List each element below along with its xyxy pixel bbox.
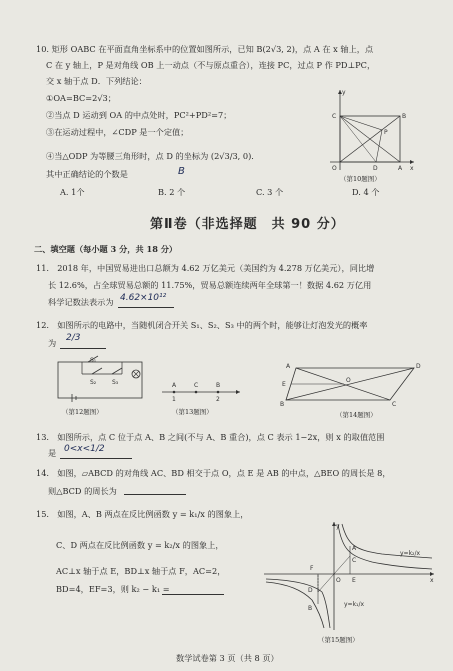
q14-vertex-d: D (416, 363, 421, 370)
q10-figure (318, 84, 418, 172)
q10-statement-2: ②当点 D 运动到 OA 的中点处时，PC²+PD²=7； (46, 110, 232, 120)
q10-statement-4: ④当△ODP 为等腰三角形时，点 D 的坐标为 (2√3/3, 0)． (46, 151, 260, 161)
q13-answer-line (60, 458, 132, 459)
q15-fig-label-a: A (352, 545, 357, 552)
q10-option-c: C. 3 个 (256, 187, 284, 197)
q15-fig-label-y: y (336, 523, 340, 530)
q12-switch-s2: S₂ (90, 379, 97, 386)
q15-line4: BD=4，EF=3，则 k₂ − k₁ = (56, 584, 170, 594)
q11-handwritten-answer: 4.62×10¹² (120, 293, 167, 303)
q15-line1: 15. 如图，A、B 两点在反比例函数 y = k₁/x 的图象上， (36, 509, 249, 519)
q10-fig-label-a: A (398, 165, 403, 172)
q13-point-b: B (216, 382, 221, 389)
q10-option-b: B. 2 个 (158, 187, 186, 197)
q10-line2: C 在 y 轴上，P 是对角线 OB 上一动点（不与原点重合），连接 PC，过点 P 作 PD⊥PC， (46, 60, 376, 70)
q15-fig-label-f: F (310, 565, 314, 572)
q13-handwritten-answer: 0<x<1/2 (64, 444, 105, 454)
q13-tick-2: 2 (216, 396, 220, 403)
q15-fig-label-d: D (308, 587, 313, 594)
q15-line3: AC⊥x 轴于点 E，BD⊥x 轴于点 F，AC=2， (56, 566, 226, 576)
q13-line1: 13. 如图所示，点 C 位于点 A、B 之间(不与 A、B 重合)，点 C 表示 1−2x，则 x 的取值范围 (36, 432, 385, 442)
q15-fig-label-k1-curve: y=k₁/x (344, 601, 365, 608)
q12-handwritten-answer: 2/3 (66, 333, 81, 343)
q13-figure-caption: （第13题图） (172, 408, 213, 416)
q15-fig-label-b: B (308, 605, 313, 612)
section-title: 第Ⅱ卷（非选择题 共 90 分） (150, 217, 345, 232)
q15-figure-caption: （第15题图） (318, 636, 359, 644)
q15-fig-label-o: O (336, 577, 341, 584)
q10-option-d: D. 4 个 (352, 187, 380, 197)
q10-fig-label-p: P (384, 129, 388, 136)
q14-vertex-c: C (392, 401, 397, 408)
q10-fig-label-c: C (332, 113, 337, 120)
q10-option-a: A. 1个 (60, 187, 85, 197)
q10-statement-3: ③在运动过程中，∠CDP 是一个定值； (46, 127, 189, 137)
q15-function-figure (262, 520, 438, 632)
q15-fig-label-x: x (430, 577, 434, 584)
q10-line1: 10. 矩形 OABC 在平面直角坐标系中的位置如图所示，已知 B(2√3, 2)，点 A 在 x 轴上，点 (36, 44, 374, 54)
q11-line1: 11. 2018 年，中国贸易进出口总额为 4.62 万亿美元（美国约为 4.278 万亿美元），同比增 (36, 263, 375, 273)
q13-point-c: C (194, 382, 199, 389)
q14-point-o: O (346, 377, 351, 384)
q12-switch-s3: S₃ (112, 379, 119, 386)
q15-fig-label-c: C (352, 557, 357, 564)
q10-fig-label-b: B (402, 113, 407, 120)
q12-line2: 为 (48, 338, 57, 348)
q14-vertex-b: B (280, 401, 285, 408)
q11-line3: 科学记数法表示为 (48, 297, 114, 307)
q13-number-line (160, 376, 242, 404)
q14-point-e: E (282, 381, 286, 388)
q10-fig-label-o: O (332, 165, 337, 172)
q12-figure-caption: （第12题图） (62, 408, 103, 416)
q13-tick-1: 1 (172, 396, 176, 403)
q14-line2: 则△BCD 的周长为 (48, 486, 117, 496)
q10-fig-label-d: D (373, 165, 378, 172)
q10-fig-label-x: x (410, 165, 414, 172)
q10-statement-1: ①OA=BC=2√3； (46, 93, 116, 103)
q10-prompt: 其中正确结论的个数是 (46, 169, 128, 179)
q10-handwritten-answer: B (178, 166, 185, 177)
q13-line2: 是 (48, 448, 57, 458)
q11-answer-line (118, 307, 174, 308)
q10-line3: 交 x 轴于点 D．下列结论： (46, 76, 147, 86)
q14-vertex-a: A (286, 363, 291, 370)
q15-answer-line (162, 594, 224, 595)
q10-figure-caption: （第10题图） (340, 175, 381, 183)
q14-figure-caption: （第14题图） (336, 411, 377, 419)
q12-circuit-figure (52, 354, 150, 404)
q15-fig-label-e: E (352, 577, 356, 584)
q12-answer-line (60, 348, 106, 349)
q15-line2: C、D 两点在反比例函数 y = k₂/x 的图象上， (56, 540, 224, 550)
q15-fig-label-k2-curve: y=k₂/x (400, 550, 421, 557)
q14-parallelogram-figure (278, 360, 422, 408)
q10-fig-label-y: y (342, 89, 346, 96)
q14-answer-line (124, 494, 186, 495)
page-footer: 数学试卷第 3 页（共 8 页） (176, 653, 279, 663)
q12-line1: 12. 如图所示的电路中，当随机闭合开关 S₁、S₂、S₃ 中的两个时，能够让灯泡发光的概率 (36, 320, 368, 330)
q12-switch-s1: S₁ (90, 357, 97, 364)
q11-line2: 长 12.6%，占全球贸易总额的 11.75%，贸易总额连续两年全球第一！数据 4.62 万亿用 (48, 280, 372, 290)
q14-line1: 14. 如图，▱ABCD 的对角线 AC、BD 相交于点 O，点 E 是 AB 的中点，△BEO 的周长是 8， (36, 468, 391, 478)
fill-in-header: 二、填空题（每小题 3 分，共 18 分） (34, 244, 178, 254)
q13-point-a: A (172, 382, 177, 389)
